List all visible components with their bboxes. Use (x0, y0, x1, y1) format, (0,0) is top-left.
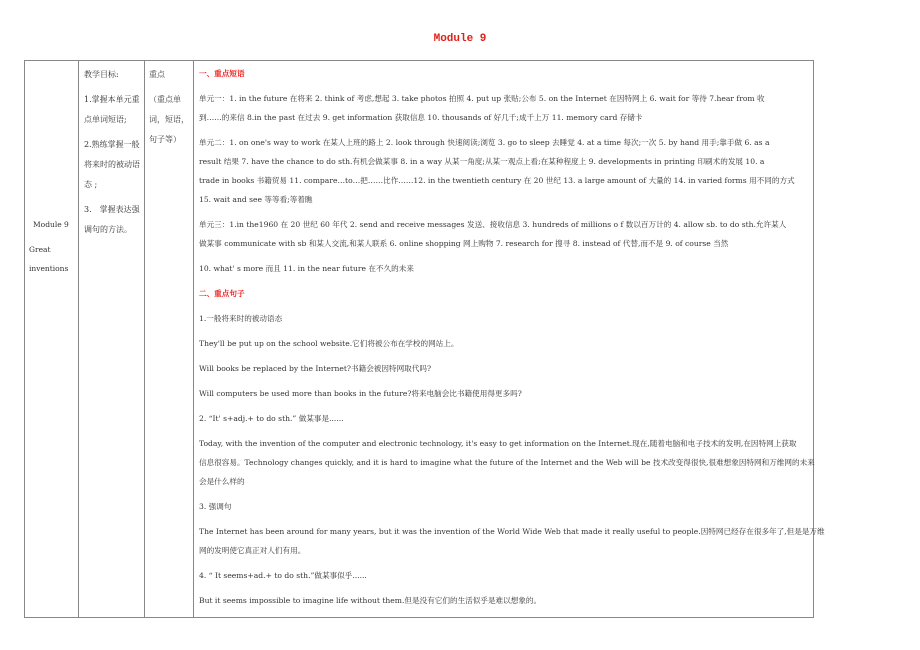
section-heading-text: 二、重点句子 (199, 289, 245, 298)
content-paragraph (199, 309, 808, 328)
objective-line: 1.掌握本单元重 (84, 95, 140, 104)
paragraph-line: 会是什么样的 (199, 477, 245, 486)
content-paragraph (199, 359, 808, 378)
topic-line-1: Great (29, 245, 51, 254)
paragraph-line: 信息很容易。Technology changes quickly, and it is hard to imagine what the future of the Internet and the Web will be 技术改变得很快,很难想象因特网和万维网的未来 (199, 458, 815, 467)
paragraph-line: 1.一般将来时的被动语态 (199, 314, 283, 323)
section-heading (199, 64, 808, 83)
topic-line-2: inventions (29, 264, 69, 273)
paragraph-line: 15. wait and see 等等看;等着瞧 (199, 195, 313, 204)
paragraph-line: But it seems impossible to imagine life without them.但是没有它们的生活似乎是难以想象的。 (199, 596, 542, 605)
section-heading-text: 一、重点短语 (199, 69, 245, 78)
paragraph-line: 4. “ It seems+ad.+ to do sth.”做某事似乎...... (199, 571, 367, 580)
paragraph-line: 做某事 communicate with sb 和某人交流,和某人联系 6. online shopping 网上购物 7. research for 搜寻 8. instead of 代替,而不是 9. of course 当然 (199, 239, 729, 248)
paragraph-line: trade in books 书籍贸易 11. compare…to…把……比作……12. in the twentieth century 在 20 世纪 13. a large amount of 大量的 14. in varied forms 用不同的方式 (199, 176, 795, 185)
paragraph-line: 2. “It' s+adj.+ to do sth.” 做某事是...... (199, 414, 344, 423)
key-points-column (145, 61, 194, 617)
key-points-line: 词，短语， (149, 115, 189, 124)
paragraph-line: 单元三：1.in the1960 在 20 世纪 60 年代 2. send and receive messages 发送、接收信息 3. hundreds of millions o f 数以百万计的 4. allow sb. to do sth.允许某人 (199, 220, 787, 229)
content-paragraph (199, 384, 808, 403)
content-paragraph (199, 434, 815, 491)
content-paragraph (199, 522, 825, 560)
paragraph-line: 到……的来信 8.in the past 在过去 9. get information 获取信息 10. thousands of 好几千;成千上万 11. memory card 存储卡 (199, 113, 643, 122)
paragraph-line: result 结果 7. have the chance to do sth.有机会做某事 8. in a way 从某一角度;从某一观点上看;在某种程度上 9. developments in printing 印刷术的发展 10. a (199, 157, 765, 166)
paragraph-line: 单元一：1. in the future 在将来 2. think of 考虑,想起 3. take photos 拍照 4. put up 张贴;公布 5. on the Internet 在因特网上 6. wait for 等待 7.hear from 收 (199, 94, 765, 103)
module-column (25, 61, 79, 617)
paragraph-line: Today, with the invention of the computer and electronic technology, it's easy to get information on the Internet.现在,随着电脑和电子技术的发明,在因特网上获取 (199, 439, 797, 448)
section-heading (199, 284, 808, 303)
objective-line: 调句的方法。 (84, 225, 132, 234)
content-paragraph (199, 566, 808, 585)
key-points-line: （重点单 (149, 95, 181, 104)
paragraph-line: 网的发明使它真正对人们有用。 (199, 546, 306, 555)
content-paragraph (199, 497, 808, 516)
lesson-table (24, 60, 825, 618)
objectives-column (79, 61, 145, 617)
paragraph-line: 单元二：1. on one's way to work 在某人上班的路上 2. look through 快速阅读;浏览 3. go to sleep 去睡觉 4. at a time 每次;一次 5. by hand 用手;靠手做 6. as a (199, 138, 770, 147)
objective-line: 态 ; (84, 180, 98, 189)
paragraph-line: They'll be put up on the school website.它们将被公布在学校的网站上。 (199, 339, 459, 348)
document-title: Module 9 (433, 33, 487, 45)
paragraph-line: 10. what' s more 而且 11. in the near future 在不久的未来 (199, 264, 414, 273)
content-paragraph (199, 259, 808, 278)
paragraph-line: The Internet has been around for many years, but it was the invention of the World Wide Web that made it really useful to people.因特网已经存在很多年了,但是是万维 (199, 527, 825, 536)
content-column (194, 61, 825, 617)
paragraph-line: Will books be replaced by the Internet?书籍会被因特网取代吗? (199, 364, 432, 373)
objectives-heading: 教学目标: (84, 70, 119, 79)
key-points-heading: 重点 (149, 70, 165, 79)
key-points-line: 句子等） (149, 135, 181, 144)
paragraph-line: 3. 强调句 (199, 502, 232, 511)
objective-line: 3. 掌握表达强 (84, 205, 140, 214)
paragraph-line: Will computers be used more than books in the future?将来电脑会比书籍使用得更多吗? (199, 389, 522, 398)
objective-line: 2.熟练掌握一般 (84, 140, 140, 149)
content-paragraph (199, 409, 808, 428)
content-paragraph (199, 215, 808, 253)
objective-line: 将来时的被动语 (84, 160, 140, 169)
content-paragraph (199, 89, 808, 127)
objective-line: 点单词短语; (84, 115, 127, 124)
module-label: Module 9 (33, 220, 69, 229)
content-paragraph (199, 591, 808, 610)
content-paragraph (199, 334, 808, 353)
content-paragraph (199, 133, 808, 209)
